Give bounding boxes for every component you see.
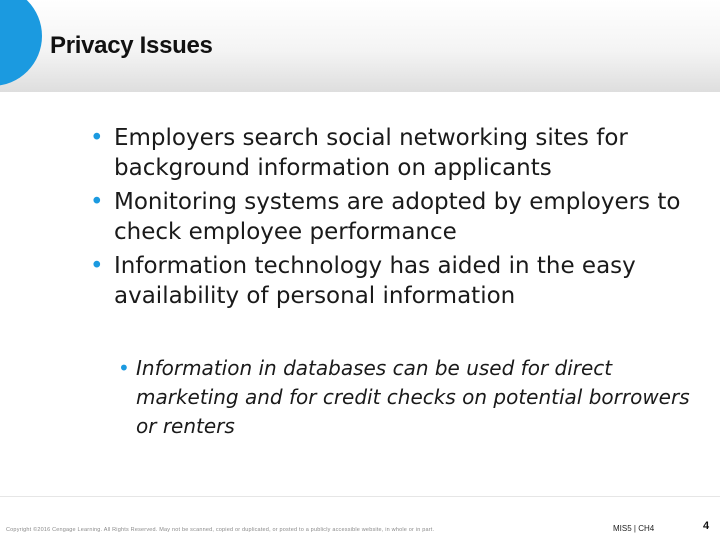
bullet-text: Employers search social networking sites for background information on applicants <box>114 125 628 181</box>
page-number: 4 <box>703 520 710 532</box>
course-label: MIS5 | CH4 <box>613 524 655 533</box>
bullet-item <box>90 124 700 183</box>
bullet-dot-icon: • <box>90 253 104 279</box>
bullet-text: Monitoring systems are adopted by employers to check employee performance <box>114 189 681 245</box>
footer-divider <box>0 496 720 497</box>
bullet-list <box>90 124 700 316</box>
bullet-dot-icon: • <box>90 125 104 151</box>
sub-bullet-text: Information in databases can be used for direct marketing and for credit checks on potential borrowers or renters <box>136 356 690 438</box>
bullet-dot-icon: • <box>118 356 130 380</box>
bullet-item <box>90 188 700 247</box>
sub-bullet-item <box>118 354 698 441</box>
bullet-dot-icon: • <box>90 189 104 215</box>
slide-title: Privacy Issues <box>50 32 213 59</box>
bullet-item <box>90 252 700 311</box>
bullet-text: Information technology has aided in the easy availability of personal information <box>114 253 636 309</box>
copyright-notice: Copyright ©2016 Cengage Learning. All Rights Reserved. May not be scanned, copied or duplicated, or posted to a publicly accessible website, in whole or in part. <box>6 527 435 533</box>
sub-bullet-list <box>118 354 698 441</box>
